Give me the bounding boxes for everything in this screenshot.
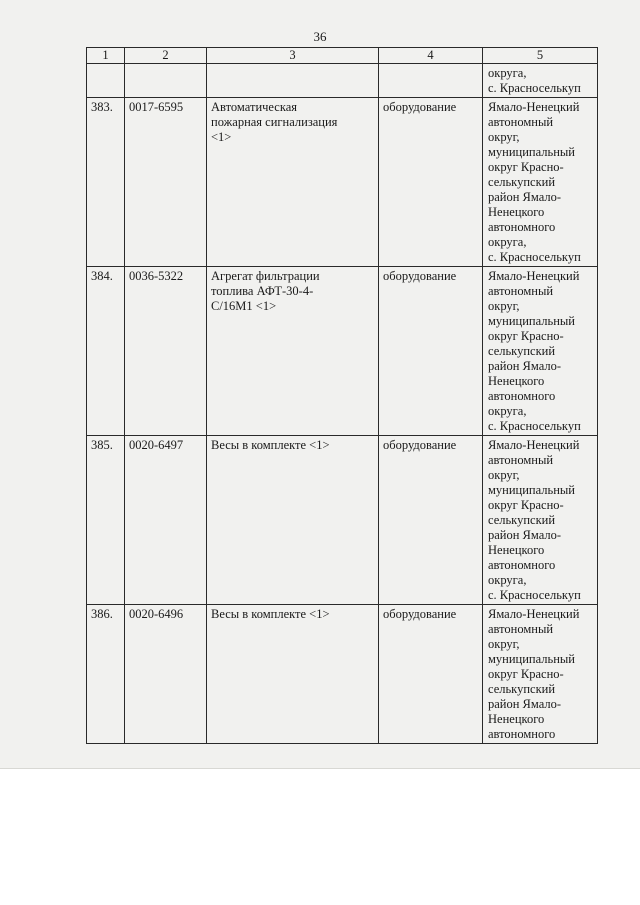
row-name xyxy=(207,64,379,98)
row-name: Автоматическая пожарная сигнализация <1> xyxy=(207,98,379,267)
row-location: Ямало-Ненецкий автономный округ, муниципальный округ Красно- селькупский район Ямало- Ненецкого автономного округа, с. Красноселькуп xyxy=(483,267,598,436)
header-col-2: 2 xyxy=(125,48,207,64)
page-number: 36 xyxy=(313,29,327,44)
row-category: оборудование xyxy=(379,605,483,744)
row-name: Агрегат фильтрации топлива АФТ-30-4- С/16М1 <1> xyxy=(207,267,379,436)
row-name: Весы в комплекте <1> xyxy=(207,605,379,744)
table-header-row xyxy=(87,48,598,64)
row-location: Ямало-Ненецкий автономный округ, муниципальный округ Красно- селькупский район Ямало- Ненецкого автономного округа, с. Красноселькуп xyxy=(483,98,598,267)
header-col-3: 3 xyxy=(207,48,379,64)
header-col-5: 5 xyxy=(483,48,598,64)
table-row xyxy=(87,605,598,744)
row-location: Ямало-Ненецкий автономный округ, муниципальный округ Красно- селькупский район Ямало- Ненецкого автономного xyxy=(483,605,598,744)
row-code xyxy=(125,64,207,98)
row-code: 0020-6496 xyxy=(125,605,207,744)
table-row xyxy=(87,267,598,436)
row-location: округа, с. Красноселькуп xyxy=(483,64,598,98)
row-category: оборудование xyxy=(379,436,483,605)
row-category: оборудование xyxy=(379,98,483,267)
row-number: 383. xyxy=(87,98,125,267)
row-name: Весы в комплекте <1> xyxy=(207,436,379,605)
row-code: 0020-6497 xyxy=(125,436,207,605)
row-location: Ямало-Ненецкий автономный округ, муниципальный округ Красно- селькупский район Ямало- Ненецкого автономного округа, с. Красноселькуп xyxy=(483,436,598,605)
row-number: 385. xyxy=(87,436,125,605)
row-number: 384. xyxy=(87,267,125,436)
table-row xyxy=(87,98,598,267)
row-number: 386. xyxy=(87,605,125,744)
table-row xyxy=(87,64,598,98)
header-col-4: 4 xyxy=(379,48,483,64)
row-code: 0036-5322 xyxy=(125,267,207,436)
property-table xyxy=(86,47,598,744)
table-row xyxy=(87,436,598,605)
row-number xyxy=(87,64,125,98)
header-col-1: 1 xyxy=(87,48,125,64)
row-category: оборудование xyxy=(379,267,483,436)
row-category xyxy=(379,64,483,98)
row-code: 0017-6595 xyxy=(125,98,207,267)
